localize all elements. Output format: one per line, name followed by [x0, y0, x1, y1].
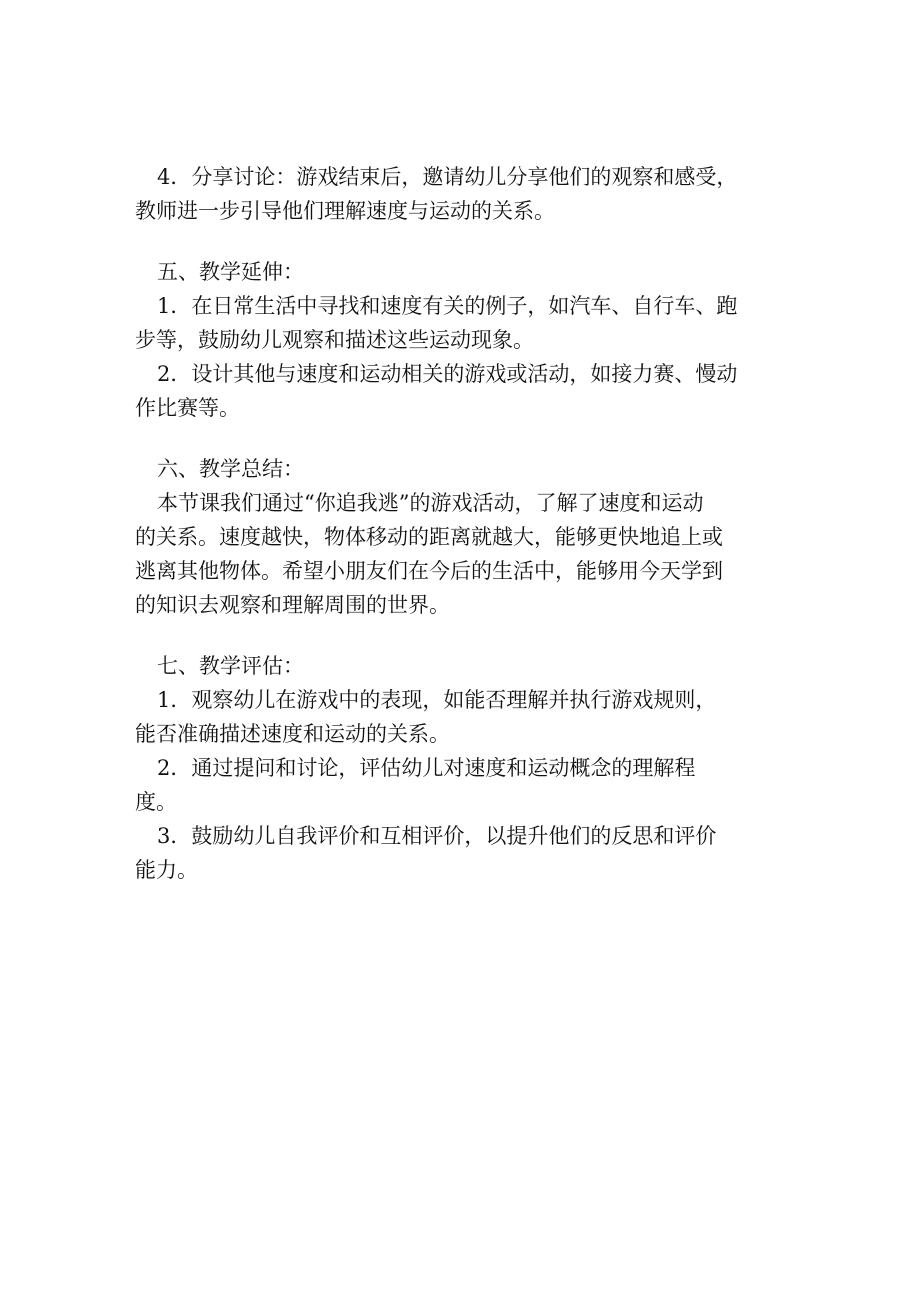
- paragraph-line: 的关系。速度越快，物体移动的距离就越大，能够更快地追上或: [135, 525, 723, 549]
- section-4-item: [135, 160, 800, 228]
- paragraph-line: 度。: [135, 790, 177, 814]
- paragraph-line: 2．设计其他与速度和运动相关的游戏或活动，如接力赛、慢动: [157, 362, 738, 386]
- paragraph-line: 能力。: [135, 858, 198, 882]
- paragraph-line: 本节课我们通过“你追我逃”的游戏活动，了解了速度和运动: [157, 491, 704, 515]
- paragraph-line: 2．通过提问和讨论，评估幼儿对速度和运动概念的理解程: [157, 756, 696, 780]
- section-teaching-extension: [135, 255, 800, 425]
- paragraph-line: 3．鼓励幼儿自我评价和互相评价，以提升他们的反思和评价: [157, 824, 717, 848]
- paragraph-line: 教师进一步引导他们理解速度与运动的关系。: [135, 199, 555, 223]
- paragraph-line: 1．在日常生活中寻找和速度有关的例子，如汽车、自行车、跑: [157, 294, 738, 318]
- paragraph-line: 1．观察幼儿在游戏中的表现，如能否理解并执行游戏规则，: [157, 688, 717, 712]
- paragraph-line: 逃离其他物体。希望小朋友们在今后的生活中，能够用今天学到: [135, 559, 723, 583]
- paragraph-line: 4．分享讨论：游戏结束后，邀请幼儿分享他们的观察和感受，: [157, 165, 738, 189]
- document-body: [135, 160, 800, 887]
- section-heading: 七、教学评估：: [157, 654, 304, 678]
- section-heading: 五、教学延伸：: [157, 260, 304, 284]
- paragraph-line: 作比赛等。: [135, 396, 240, 420]
- section-teaching-evaluation: [135, 649, 800, 887]
- paragraph-line: 的知识去观察和理解周围的世界。: [135, 593, 450, 617]
- section-teaching-summary: [135, 452, 800, 622]
- section-heading: 六、教学总结：: [157, 457, 304, 481]
- paragraph-line: 步等，鼓励幼儿观察和描述这些运动现象。: [135, 328, 534, 352]
- paragraph-line: 能否准确描述速度和运动的关系。: [135, 722, 450, 746]
